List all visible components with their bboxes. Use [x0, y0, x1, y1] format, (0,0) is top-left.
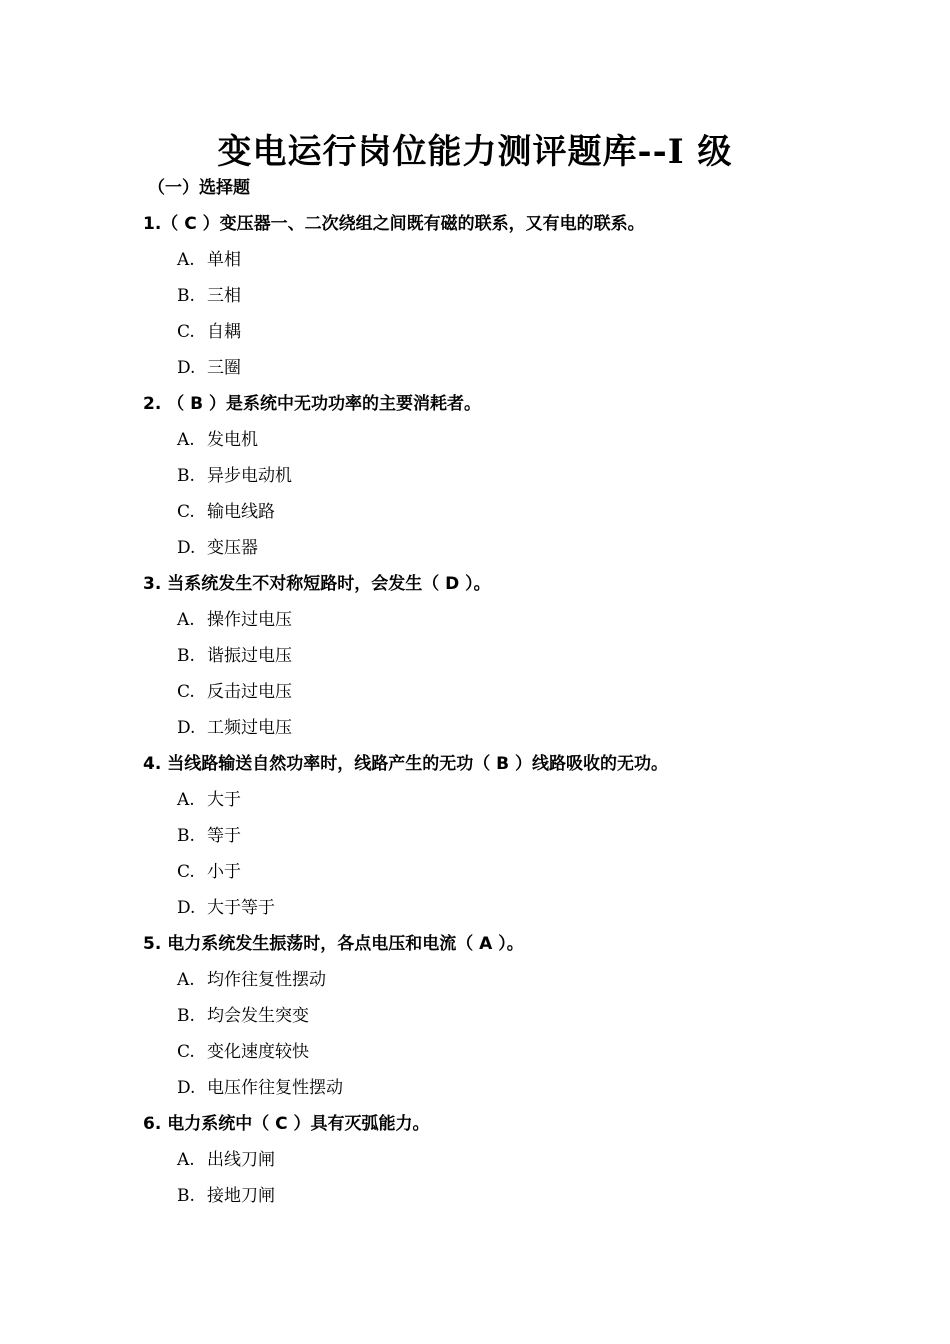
option-d [143, 1074, 923, 1110]
option-text: 工频过电压 [207, 718, 292, 738]
option-letter: C. [177, 502, 195, 522]
option-text: 三相 [207, 286, 241, 306]
question-stem [143, 1110, 923, 1146]
question-6 [143, 1110, 923, 1218]
question-3 [143, 570, 923, 750]
option-letter: D. [177, 538, 196, 558]
option-letter: D. [177, 1078, 196, 1098]
question-text: 电力系统中（ C ）具有灭弧能力。 [161, 1114, 430, 1134]
question-stem [143, 390, 923, 426]
option-a [143, 786, 923, 822]
option-b [143, 282, 923, 318]
option-a [143, 1146, 923, 1182]
question-2 [143, 390, 923, 570]
option-a [143, 246, 923, 282]
option-text: 等于 [207, 826, 241, 846]
option-b [143, 822, 923, 858]
question-text: 电力系统发生振荡时，各点电压和电流（ A ）。 [161, 934, 524, 954]
question-number: 2. [143, 394, 162, 414]
option-text: 操作过电压 [207, 610, 292, 630]
option-letter: A. [177, 430, 195, 450]
option-letter: B. [177, 646, 195, 666]
document-title: 变电运行岗位能力测评题库--Ⅰ 级 [217, 132, 733, 172]
option-d [143, 714, 923, 750]
option-c [143, 318, 923, 354]
question-text: 当线路输送自然功率时，线路产生的无功（ B ）线路吸收的无功。 [161, 754, 669, 774]
question-text: 当系统发生不对称短路时，会发生（ D ）。 [161, 574, 491, 594]
question-text: （ B ）是系统中无功功率的主要消耗者。 [161, 394, 482, 414]
option-letter: A. [177, 610, 195, 630]
option-letter: C. [177, 862, 195, 882]
option-text: 异步电动机 [207, 466, 292, 486]
option-text: 出线刀闸 [207, 1150, 275, 1170]
option-letter: C. [177, 682, 195, 702]
option-letter: B. [177, 286, 195, 306]
question-1 [143, 210, 923, 390]
option-b [143, 642, 923, 678]
option-letter: B. [177, 466, 195, 486]
option-c [143, 1038, 923, 1074]
section-heading: （一）选择题 [148, 178, 250, 198]
option-a [143, 606, 923, 642]
option-a [143, 426, 923, 462]
option-text: 单相 [207, 250, 241, 270]
question-5 [143, 930, 923, 1110]
option-c [143, 498, 923, 534]
option-letter: D. [177, 358, 196, 378]
option-text: 反击过电压 [207, 682, 292, 702]
option-letter: C. [177, 322, 195, 342]
option-letter: B. [177, 1006, 195, 1026]
option-letter: A. [177, 790, 195, 810]
option-text: 输电线路 [207, 502, 275, 522]
option-c [143, 678, 923, 714]
question-number: 3. [143, 574, 162, 594]
option-text: 三圈 [207, 358, 241, 378]
option-letter: A. [177, 970, 195, 990]
option-b [143, 462, 923, 498]
question-number: 6. [143, 1114, 162, 1134]
question-stem [143, 210, 923, 246]
option-c [143, 858, 923, 894]
question-stem [143, 570, 923, 606]
option-text: 均会发生突变 [207, 1006, 309, 1026]
option-letter: C. [177, 1042, 195, 1062]
option-text: 电压作往复性摆动 [207, 1078, 343, 1098]
option-d [143, 894, 923, 930]
question-stem [143, 750, 923, 786]
option-letter: B. [177, 1186, 195, 1206]
option-letter: A. [177, 1150, 195, 1170]
option-b [143, 1182, 923, 1218]
option-text: 大于 [207, 790, 241, 810]
question-number: 4. [143, 754, 162, 774]
option-a [143, 966, 923, 1002]
option-text: 自耦 [207, 322, 241, 342]
question-4 [143, 750, 923, 930]
option-text: 变压器 [207, 538, 258, 558]
option-b [143, 1002, 923, 1038]
option-letter: B. [177, 826, 195, 846]
option-d [143, 354, 923, 390]
question-stem [143, 930, 923, 966]
option-d [143, 534, 923, 570]
option-text: 均作往复性摆动 [207, 970, 326, 990]
option-text: 变化速度较快 [207, 1042, 309, 1062]
question-number: 5. [143, 934, 162, 954]
option-text: 接地刀闸 [207, 1186, 275, 1206]
option-text: 发电机 [207, 430, 258, 450]
question-text: （ C ）变压器一、二次绕组之间既有磁的联系，又有电的联系。 [161, 214, 645, 234]
option-text: 大于等于 [207, 898, 275, 918]
question-list [143, 210, 923, 1218]
option-letter: A. [177, 250, 195, 270]
option-text: 谐振过电压 [207, 646, 292, 666]
option-letter: D. [177, 718, 196, 738]
question-number: 1. [143, 214, 162, 234]
option-text: 小于 [207, 862, 241, 882]
option-letter: D. [177, 898, 196, 918]
